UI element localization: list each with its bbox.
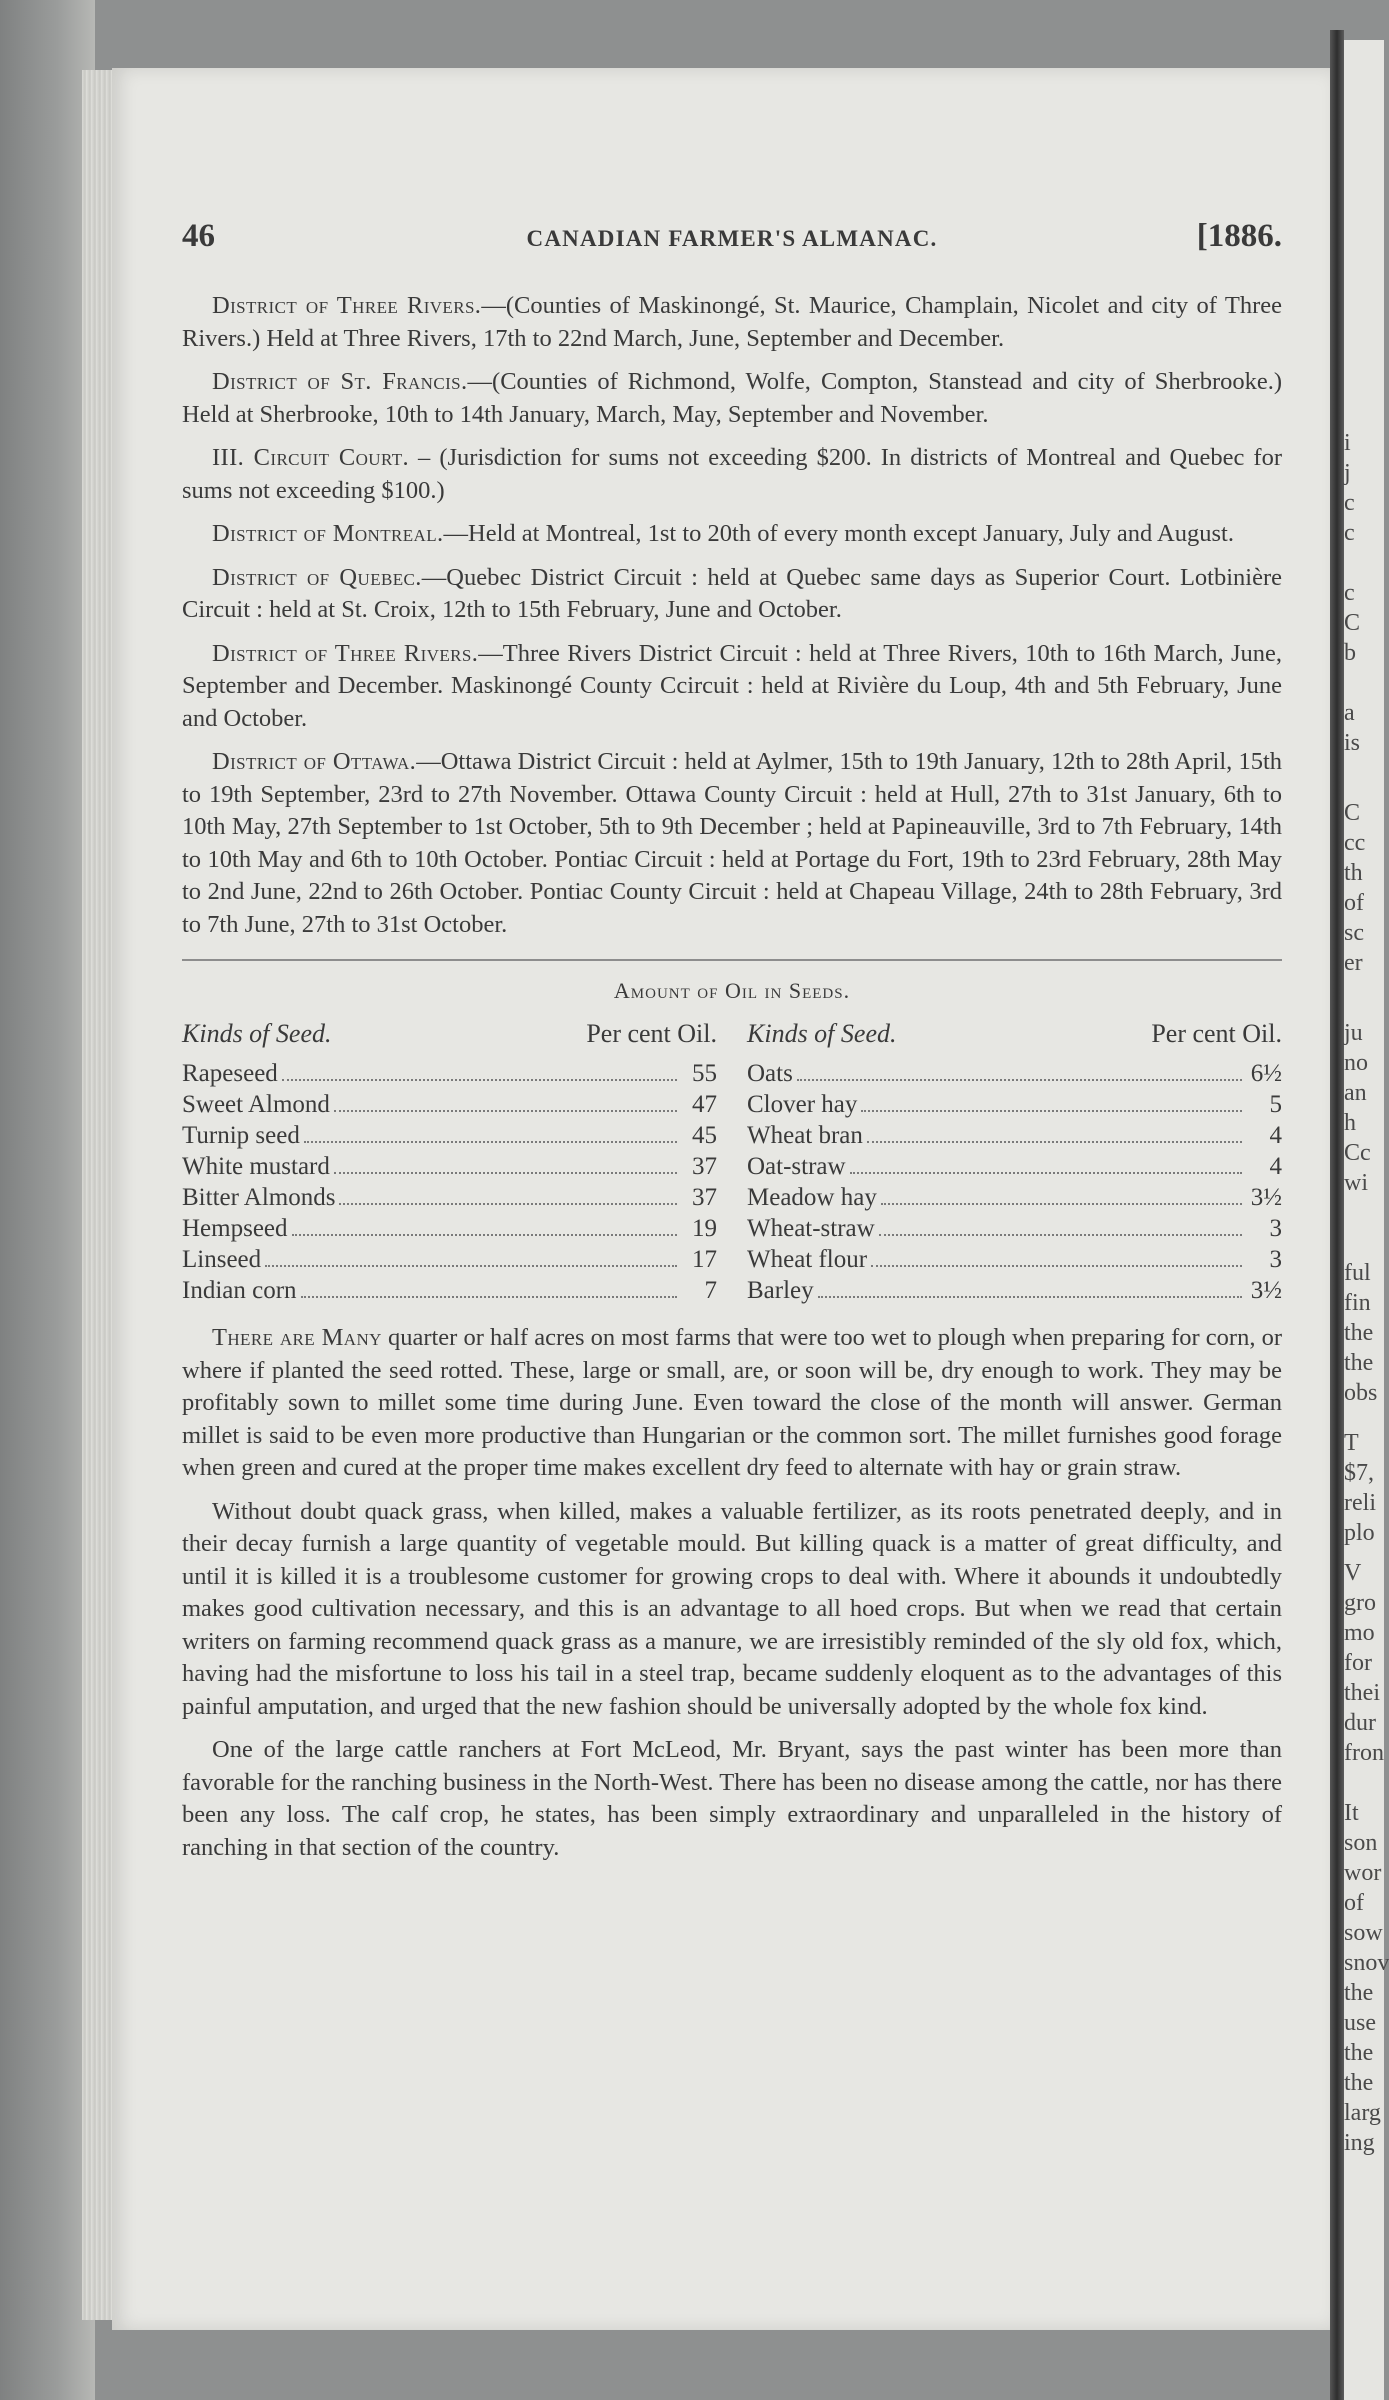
court-text: —(Counties of Richmond, Wolfe, Compton, Stanstead and city of Sherbrooke.) Held at Sherbrooke, 10th to 14th January, March, May, September and November. [182,368,1283,428]
court-lead: District of Montreal. [212,520,444,547]
running-title: CANADIAN FARMER'S ALMANAC. [526,226,938,251]
facing-page-fragment: the [1344,2070,1374,2096]
oil-table-caption: Amount of Oil in Seeds. [613,978,851,1003]
facing-page-fragment: larg [1344,2100,1381,2126]
seed-name: Hempseed [182,1215,288,1242]
facing-page-fragment: c [1344,520,1355,546]
seed-rows-left [182,1058,717,1306]
oil-header: Per cent Oil. [586,1018,717,1048]
leader-dots [861,1109,1242,1112]
articles [182,1322,1282,1864]
leader-dots [867,1140,1242,1143]
seed-rows-right [747,1058,1282,1306]
seed-row [182,1089,717,1120]
court-text: —(Counties of Maskinongé, St. Maurice, Champlain, Nicolet and city of Three Rivers.) Held at Three Rivers, 17th to 22nd March, June, September and December. [182,292,1283,352]
court-text: —Held at Montreal, 1st to 20th of every month except January, July and August. [443,520,1234,547]
article-paragraph [182,1734,1282,1864]
court-text: —Quebec District Circuit : held at Quebec same days as Superior Court. Lotbinière Circuit : held at St. Croix, 12th to 15th February, June and October. [182,563,1283,623]
seed-row [747,1120,1282,1151]
court-paragraph [182,746,1282,941]
seed-name: Oat-straw [747,1153,846,1180]
oil-header: Per cent Oil. [1151,1018,1282,1048]
facing-page-fragment: the [1344,1980,1374,2006]
column-header [182,1018,717,1051]
facing-page-fragment: cc [1344,830,1366,856]
facing-page-fragment: of [1344,890,1364,916]
facing-page-fragment: sc [1344,920,1364,946]
seed-name: Linseed [182,1246,262,1273]
facing-page-fragment: j [1344,460,1351,486]
seed-column-left [182,1018,717,1307]
leader-dots [339,1202,677,1205]
facing-page-fragment: the [1344,2040,1374,2066]
facing-page-fragment: wi [1344,1170,1368,1196]
court-paragraph [182,562,1282,627]
facing-page-fragment: wor [1344,1860,1382,1886]
seed-row [747,1182,1282,1213]
facing-page-fragment: of [1344,1890,1364,1916]
leader-dots [797,1078,1242,1081]
kind-header: Kinds of Seed. [182,1018,332,1048]
court-lead: District of St. Francis. [212,368,468,395]
oil-percent: 17 [692,1246,717,1273]
seed-name: Meadow hay [747,1184,877,1211]
oil-percent: 4 [1269,1122,1282,1149]
seed-name: White mustard [182,1153,330,1180]
leader-dots [334,1171,677,1174]
leader-dots [265,1264,677,1267]
facing-page-fragment: obs [1344,1380,1378,1406]
oil-percent: 55 [692,1060,717,1087]
seed-row [182,1182,717,1213]
scan-background-left [0,0,95,2400]
facing-page-fragment: b [1344,640,1356,666]
facing-page-fragment: V [1344,1560,1362,1586]
section-divider [182,959,1282,961]
facing-page-fragment: C [1344,610,1361,636]
court-lead: District of Three Rivers. [212,639,479,667]
court-schedule [182,290,1282,941]
seed-name: Barley [747,1277,814,1304]
court-text: —Three Rivers District Circuit : held at Three Rivers, 10th to 16th March, June, September and December. Maskinongé County Ccircuit : held at Rivière du Loup, 4th and 5th February, June and October. [182,639,1282,732]
oil-percent: 7 [704,1277,717,1304]
oil-percent: 3 [1269,1246,1282,1273]
seed-row [747,1244,1282,1275]
facing-page-fragment: sow [1344,1920,1383,1946]
oil-percent: 3 [1269,1215,1282,1242]
seed-name: Clover hay [747,1091,858,1118]
book-gutter [1330,30,1344,2400]
facing-page-fragment: ing [1344,2130,1375,2156]
facing-page-fragment: snov [1344,1950,1389,1976]
article-text: Without doubt quack grass, when killed, makes a valuable fertilizer, as its roots penetrated deeply, and in their decay furnish a large quantity of vegetable mould. But killing quack is a matter of great difficulty, and until it is killed it is a troublesome customer for growing crops to deal with. Where it abounds it undoubtedly makes good cultivation necessary, and this is an advantage to all hoed crops. But when we read that certain writers on farming recommend quack grass as a manure, we are irresistibly reminded of the sly old fox, which, having had the misfortune to loss his tail in a steel trap, became suddenly eloquent as to the advantages of this painful amputation, and urged that the new fashion should be universally adopted by the whole fox kind. [182,1497,1282,1720]
oil-in-seeds-table [182,1018,1282,1307]
oil-percent: 4 [1269,1153,1282,1180]
leader-dots [871,1264,1242,1267]
seed-row [747,1089,1282,1120]
leader-dots [881,1202,1242,1205]
facing-page-fragment: c [1344,490,1355,516]
facing-page-fragment: $7, [1344,1460,1374,1486]
seed-name: Indian corn [182,1277,297,1304]
kind-header: Kinds of Seed. [747,1018,897,1048]
facing-page-fragment: for [1344,1650,1372,1676]
court-lead: District of Three Rivers. [212,292,482,319]
oil-percent: 5 [1269,1091,1282,1118]
facing-page-fragment: plo [1344,1520,1375,1546]
seed-name: Wheat bran [747,1122,863,1149]
court-text: – (Jurisdiction for sums not exceeding $200. In districts of Montreal and Quebec for sums not exceeding $100.) [182,444,1282,504]
seed-row [182,1244,717,1275]
article-paragraph [182,1322,1282,1485]
article-text: quarter or half acres on most farms that were too wet to plough when preparing for corn, or where if planted the seed rotted. These, large or small, are, or soon will be, dry enough to work. They may be profitably sown to millet some time during June. Even toward the close of the month will answer. German millet is said to be even more productive than Hungarian or the common sort. The millet furnishes good forage when green and cured at the proper time makes excellent dry feed to alternate with hay or grain straw. [182,1324,1282,1481]
oil-percent: 19 [692,1215,717,1242]
facing-page-fragment: the [1344,1350,1374,1376]
seed-column-right [747,1018,1282,1307]
facing-page-fragment: C [1344,800,1361,826]
seed-row [182,1213,717,1244]
page-number: 46 [182,218,215,254]
court-lead: District of Quebec. [212,563,422,591]
seed-row [182,1120,717,1151]
leader-dots [334,1109,677,1112]
oil-percent: 3½ [1250,1184,1282,1211]
facing-page-fragment: Cc [1344,1140,1371,1166]
seed-row [747,1275,1282,1306]
seed-name: Bitter Almonds [182,1184,336,1211]
page-body [182,290,1282,1875]
facing-page-fragment: a [1344,700,1355,726]
column-header [747,1018,1282,1051]
facing-page-edge [1344,40,1389,2400]
facing-page-fragment: son [1344,1830,1378,1856]
court-text: —Ottawa District Circuit : held at Aylmer, 15th to 19th January, 12th to 28th April, 15th to 19th September, 23rd to 27th November. Ottawa County Circuit : held at Hull, 27th to 31st January, 6th to 10th May, 27th September to 1st October, 5th to 9th December ; held at Papineauville, 3rd to 7th February, 14th to 10th May and 6th to 10th October. Pontiac Circuit : held at Portage du Fort, 19th to 23rd February, 28th May to 2nd June, 22nd to 26th October. Pontiac County Circuit : held at Chapeau Village, 24th to 28th February, 3rd to 7th June, 27th to 31st October. [182,748,1283,938]
year-marker: [1886. [1196,218,1282,254]
oil-percent: 37 [692,1184,717,1211]
leader-dots [292,1233,677,1236]
oil-percent: 45 [692,1122,717,1149]
article-lead: There are Many [212,1324,382,1351]
court-paragraph [182,442,1282,507]
seed-name: Rapeseed [182,1060,278,1087]
court-paragraph [182,518,1282,551]
seed-row [747,1151,1282,1182]
oil-percent: 47 [692,1091,717,1118]
facing-page-fragment: mo [1344,1620,1375,1646]
facing-page-fragment: dur [1344,1710,1376,1736]
facing-page-fragment: fin [1344,1290,1371,1316]
seed-row [747,1058,1282,1089]
seed-row [747,1213,1282,1244]
facing-page-fragment: th [1344,860,1363,886]
facing-page-fragment: i [1344,430,1351,456]
article-paragraph [182,1496,1282,1724]
seed-name: Wheat-straw [747,1215,875,1242]
facing-page-fragment: ful [1344,1260,1371,1286]
facing-page-fragment: T [1344,1430,1359,1456]
facing-page-fragment: thei [1344,1680,1380,1706]
facing-page-fragment: reli [1344,1490,1376,1516]
facing-page-fragment: c [1344,580,1355,606]
oil-percent: 6½ [1250,1060,1282,1087]
seed-row [182,1058,717,1089]
leader-dots [301,1295,677,1298]
oil-percent: 37 [692,1153,717,1180]
oil-percent: 3½ [1250,1277,1282,1304]
leader-dots [818,1295,1242,1298]
facing-page-fragment: fron [1344,1740,1384,1766]
seed-name: Oats [747,1060,793,1087]
seed-name: Sweet Almond [182,1091,330,1118]
leader-dots [850,1171,1242,1174]
facing-page-fragment: er [1344,950,1363,976]
court-paragraph [182,366,1282,431]
running-header [182,218,1282,262]
seed-row [182,1275,717,1306]
court-paragraph [182,290,1282,355]
leader-dots [282,1078,677,1081]
facing-page-fragment: is [1344,730,1361,756]
court-lead: District of Ottawa. [212,748,417,775]
seed-name: Turnip seed [182,1122,300,1149]
facing-page-fragment: ju [1344,1020,1363,1046]
seed-row [182,1151,717,1182]
facing-page-fragment: an [1344,1080,1367,1106]
facing-page-fragment: no [1344,1050,1368,1076]
facing-page-fragment: gro [1344,1590,1376,1616]
court-lead: III. Circuit Court. [212,444,410,471]
seed-name: Wheat flour [747,1246,868,1273]
article-text: One of the large cattle ranchers at Fort McLeod, Mr. Bryant, says the past winter has been more than favorable for the ranching business in the North-West. There has been no disease among the cattle, nor has there been any loss. The calf crop, he states, has been simply extraordinary and unparalleled in the history of ranching in that section of the country. [182,1736,1282,1861]
facing-page-fragment: use [1344,2010,1376,2036]
court-paragraph [182,638,1282,736]
facing-page-fragment: the [1344,1320,1374,1346]
leader-dots [879,1233,1242,1236]
leader-dots [304,1140,677,1143]
facing-page-fragment: h [1344,1110,1356,1136]
facing-page-fragment: It [1344,1800,1359,1826]
